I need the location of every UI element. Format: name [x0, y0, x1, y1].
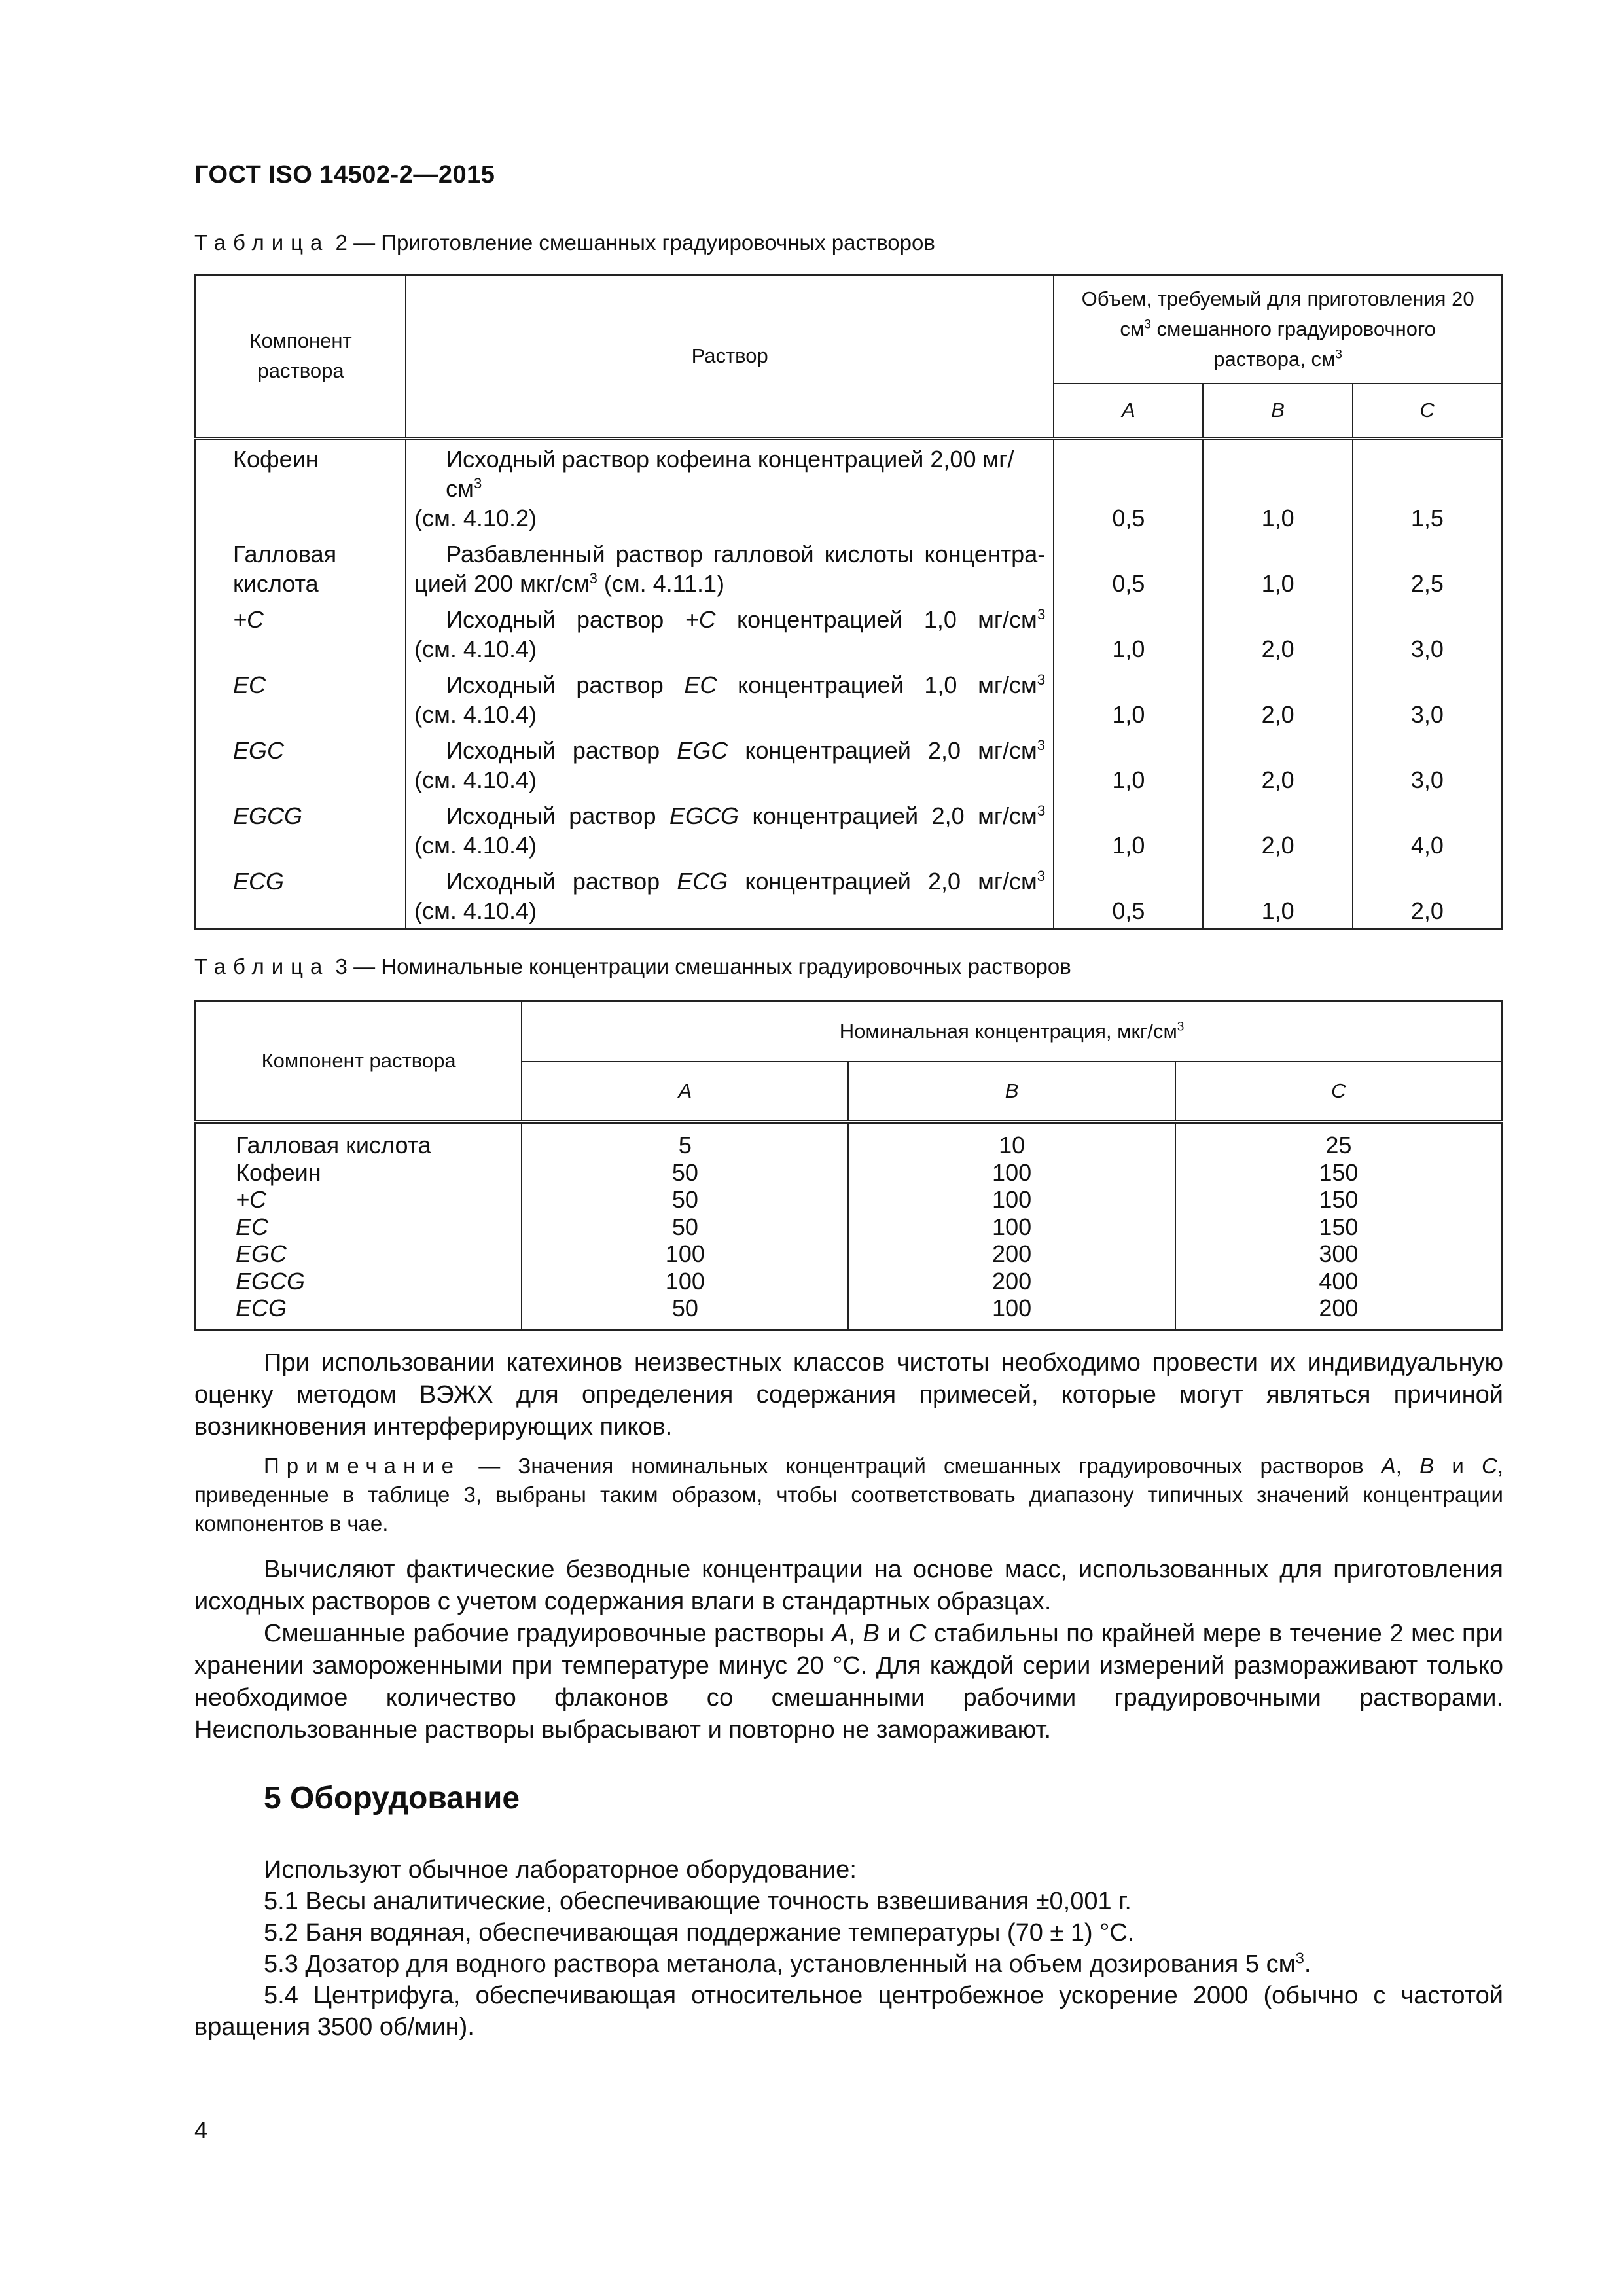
table3-header-a: A — [522, 1062, 848, 1122]
table3-caption-text: 3 — Номинальные концентрации смешанных градуировочных растворов — [329, 954, 1071, 978]
row-component: +C — [196, 601, 406, 666]
list-item: 5.4 Центрифуга, обеспечивающая относительное центробежное ускорение 2000 (обычно с частотой вращения 3500 об/мин). — [194, 1982, 1503, 2041]
paragraph-stability: Смешанные рабочие градуировочные растворы A, B и C стабильны по крайней мере в течение 2 мес при хранении замороженными при температуре минус 20 °С. Для каждой серии измерений размораживают только необходимое количество флаконов со смешанными рабочими градуировочными растворами. Неиспользованные растворы выбрасывают и повторно не замораживают. — [194, 1620, 1503, 1744]
row-value-b: 1,0 — [1203, 535, 1352, 601]
table2-header-solution: Раствор — [406, 275, 1054, 439]
row-value-a: 1,0 — [1054, 601, 1203, 666]
list-item: 5.3 Дозатор для водного раствора метанола, установленный на объем дозирования 5 $см^3$. — [264, 1949, 1311, 1978]
row-value-a: 0,5 — [1054, 535, 1203, 601]
table3-body — [196, 1122, 1503, 1329]
list-item: 5.1 Весы аналитические, обеспечивающие точность взвешивания ±0,001 г. — [264, 1888, 1132, 1915]
row-solution: Разбавленный раствор галловой кислоты концентра- цией 200 мкг/$см^3$ (см. 4.11.1) — [406, 535, 1054, 601]
list-item: EGC — [236, 1240, 287, 1267]
table-row — [196, 797, 1503, 863]
table2 — [194, 274, 1503, 930]
table3-header-component: Компонент раствора — [196, 1001, 522, 1122]
row-component: EGCG — [196, 797, 406, 863]
row-value-a: 0,5 — [1054, 863, 1203, 929]
table2-header-a: A — [1054, 384, 1203, 439]
section-title: 5 Оборудование — [264, 1781, 520, 1816]
row-solution: Исходный раствор EC концентрацией 1,0 $мг/см^3$ (см. 4.10.4) — [406, 666, 1054, 732]
table-row — [196, 601, 1503, 666]
row-solution: Исходный раствор +C концентрацией 1,0 $мг/см^3$ (см. 4.10.4) — [406, 601, 1054, 666]
table2-caption — [194, 230, 935, 255]
table2-header-c: C — [1353, 384, 1503, 439]
row-value-b: 2,0 — [1203, 732, 1352, 797]
row-value-b: 2,0 — [1203, 797, 1352, 863]
table-row — [196, 535, 1503, 601]
table3-column-b: 10 100 100 100 200 200 100 — [848, 1122, 1175, 1329]
table2-header-b: B — [1203, 384, 1352, 439]
row-solution: Исходный раствор кофеина концентрацией 2,00 $мг/см^3$ (см. 4.10.2) — [406, 439, 1054, 535]
row-value-c: 2,0 — [1353, 863, 1503, 929]
row-component: ECG — [196, 863, 406, 929]
table-row — [196, 863, 1503, 929]
row-solution: Исходный раствор EGC концентрацией 2,0 $мг/см^3$ (см. 4.10.4) — [406, 732, 1054, 797]
row-component: EC — [196, 666, 406, 732]
row-value-c: 3,0 — [1353, 732, 1503, 797]
list-intro: Используют обычное лабораторное оборудование: — [264, 1856, 857, 1884]
list-item: Галловая кислота — [236, 1132, 431, 1158]
table-row — [196, 439, 1503, 535]
row-value-c: 3,0 — [1353, 666, 1503, 732]
list-item: 5.2 Баня водяная, обеспечивающая поддержание температуры (70 ± 1) °С. — [264, 1919, 1135, 1946]
table3 — [194, 1000, 1503, 1331]
row-value-a: 0,5 — [1054, 439, 1203, 535]
equipment-list — [194, 1854, 1503, 2043]
note: Примечание — Значения номинальных концентраций смешанных градуировочных растворов A, B и C, приведенные в таблице 3, выбраны таким образом, чтобы соответствовать диапазону типичных значений концентрации компонентов в чае. — [194, 1454, 1503, 1535]
table-row — [196, 666, 1503, 732]
table3-column-a: 5 50 50 50 100 100 50 — [522, 1122, 848, 1329]
table2-body — [196, 439, 1503, 929]
table-row — [196, 732, 1503, 797]
row-solution: Исходный раствор ECG концентрацией 2,0 $мг/см^3$ (см. 4.10.4) — [406, 863, 1054, 929]
list-item: EGCG — [236, 1267, 306, 1295]
row-value-c: 1,5 — [1353, 439, 1503, 535]
row-value-b: 2,0 — [1203, 666, 1352, 732]
row-component: Галловая кислота — [196, 535, 406, 601]
table3-caption-word: Таблица — [194, 954, 330, 978]
list-item: Кофеин — [236, 1158, 321, 1186]
row-value-c: 4,0 — [1353, 797, 1503, 863]
table2-caption-text: 2 — Приготовление смешанных градуировочных растворов — [329, 230, 935, 255]
row-component: Кофеин — [196, 439, 406, 535]
paragraph-catechins: При использовании катехинов неизвестных классов чистоты необходимо провести их индивидуальную оценку методом ВЭЖХ для определения содержания примесей, которые могут являться причиной возникновения интерферирующих пиков. — [194, 1349, 1503, 1441]
document-header: ГОСТ ISO 14502-2—2015 — [194, 161, 495, 188]
row-value-a: 1,0 — [1054, 797, 1203, 863]
row-value-c: 2,5 — [1353, 535, 1503, 601]
table2-header-component: Компонент раствора — [196, 275, 406, 439]
table2-caption-word: Таблица — [194, 230, 330, 255]
row-value-a: 1,0 — [1054, 732, 1203, 797]
list-item: ECG — [236, 1295, 287, 1321]
table3-header-c: C — [1175, 1062, 1503, 1122]
row-solution: Исходный раствор EGCG концентрацией 2,0 $мг/см^3$ (см. 4.10.4) — [406, 797, 1054, 863]
row-value-c: 3,0 — [1353, 601, 1503, 666]
table3-caption — [194, 954, 1071, 979]
row-value-b: 1,0 — [1203, 439, 1352, 535]
table3-components-column — [196, 1122, 522, 1329]
paragraph-anhydrous: Вычисляют фактические безводные концентрации на основе масс, использованных для приготовления исходных растворов с учетом содержания влаги в стандартных образцах. — [194, 1556, 1503, 1615]
row-value-b: 1,0 — [1203, 863, 1352, 929]
table3-header-nominal: Номинальная концентрация, мкг/$см^3$ — [522, 1001, 1502, 1062]
list-item: EC — [236, 1213, 269, 1240]
row-value-b: 2,0 — [1203, 601, 1352, 666]
page-number: 4 — [194, 2117, 208, 2144]
table2-header-volume: Объем, требуемый для приготовления 20 $см^3$ смешанного градуировочного раствора, $см^3$ — [1054, 275, 1502, 384]
row-component: EGC — [196, 732, 406, 797]
table3-header-b: B — [848, 1062, 1175, 1122]
table3-column-c: 25 150 150 150 300 400 200 — [1175, 1122, 1503, 1329]
row-value-a: 1,0 — [1054, 666, 1203, 732]
list-item: +C — [236, 1186, 267, 1213]
